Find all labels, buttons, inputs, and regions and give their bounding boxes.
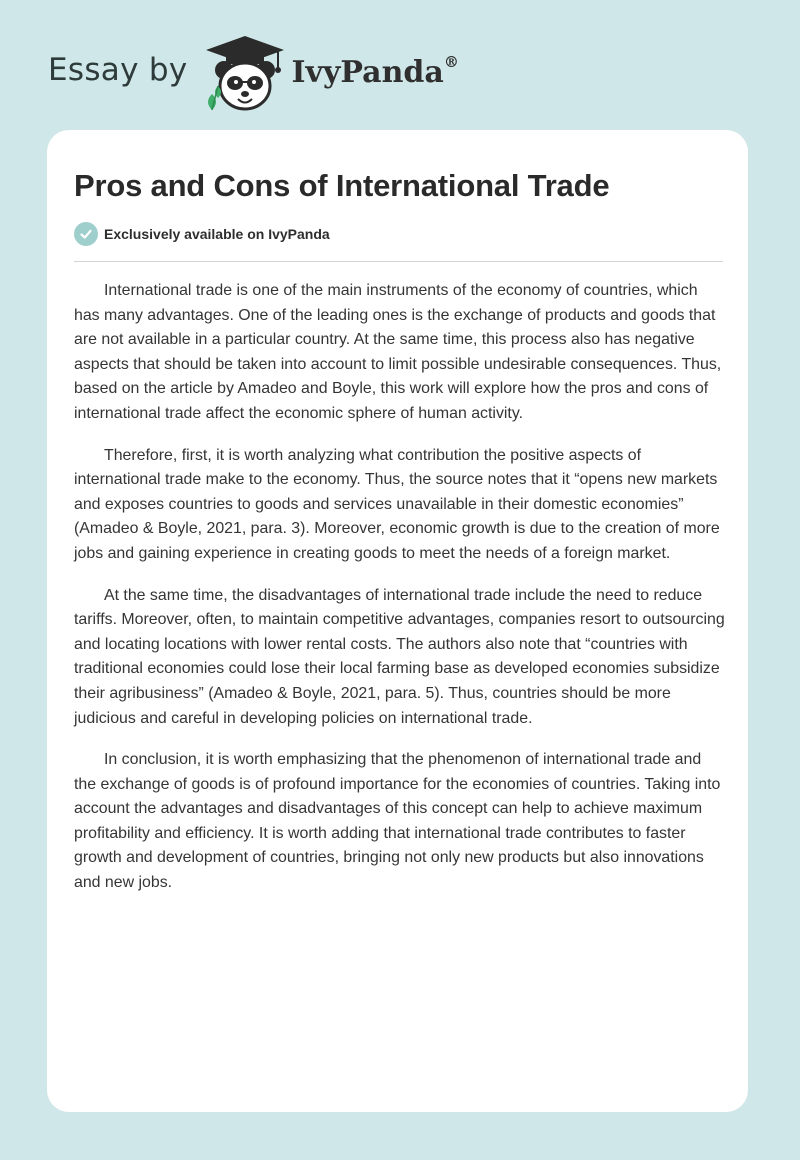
checkmark-icon: [74, 222, 98, 246]
site-header: [48, 34, 459, 114]
registered-mark: ®: [443, 52, 459, 71]
paragraph-1: International trade is one of the main instruments of the economy of countries, which has many advantages. One of the leading ones is the exchange of products and goods that are not available in a particular country. At the same time, this process also has negative aspects that should be taken into account to limit possible undesirable consequences. Thus, based on the article by Amadeo and Boyle, this work will explore how the pros and cons of international trade affect the economic sphere of human activity.: [74, 282, 722, 422]
essay-body: [74, 279, 725, 913]
ivypanda-logo-icon[interactable]: [202, 34, 288, 114]
brand-name[interactable]: [291, 52, 459, 90]
exclusive-label: Exclusively available on IvyPanda: [104, 226, 330, 242]
divider: [74, 261, 723, 262]
paragraph-2: Therefore, first, it is worth analyzing what contribution the positive aspects of international trade make to the economy. Thus, the source notes that it “opens new markets and exposes countries to goods and services unavailable in their domestic economies” (Amadeo & Boyle, 2021, para. 3). Moreover, economic growth is due to the creation of more jobs and gaining experience in creating goods to meet the needs of a foreign market.: [74, 446, 720, 562]
exclusive-badge: [74, 222, 330, 246]
paragraph-3: At the same time, the disadvantages of international trade include the need to reduce tariffs. Moreover, often, to maintain competitive advantages, companies resort to outsourcing and locating locations with lower rental costs. The authors also note that “countries with traditional economies could lose their local farming base as developed economies subsidize their agribusiness” (Amadeo & Boyle, 2021, para. 5). Thus, countries should be more judicious and careful in developing policies on international trade.: [74, 586, 725, 727]
paragraph-4: In conclusion, it is worth emphasizing that the phenomenon of international trade and the exchange of goods is of profound importance for the economies of countries. Taking into account the advantages and disadvantages of this concept can help to achieve maximum profitability and efficiency. It is worth adding that international trade contributes to faster growth and development of countries, bringing not only new products but also innovations and new jobs.: [74, 751, 721, 892]
brand-name-text: IvyPanda: [291, 54, 444, 90]
page-title: Pros and Cons of International Trade: [74, 168, 610, 203]
essay-by-label: Essay by: [48, 52, 188, 88]
essay-card: [47, 130, 748, 1112]
